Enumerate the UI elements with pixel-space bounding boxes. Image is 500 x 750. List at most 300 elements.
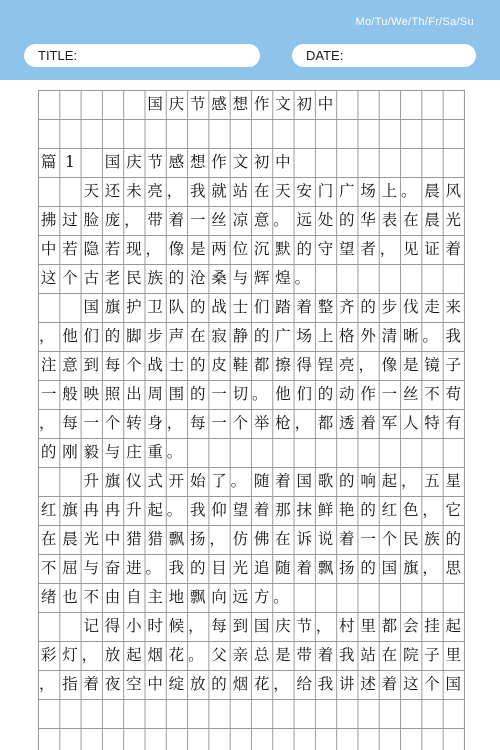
grid-cell: 皮 [211,356,227,374]
grid-cell: 国 [147,95,163,113]
grid-cell: 起 [126,646,142,664]
grid-cell [81,90,102,119]
grid-cell: 的 [360,501,376,519]
grid-cell: 。 [166,501,183,519]
grid-cell: 会 [402,617,419,635]
grid-cell: 节 [189,95,206,113]
grid-cell: ， [124,211,140,229]
grid-cell: ， [81,646,98,664]
grid-cell: 安 [296,182,312,200]
grid-cell: 始 [189,472,206,490]
grid-cell: ， [379,240,396,258]
grid-cell: 色 [402,501,419,519]
grid-cell: ， [315,617,332,635]
grid-cell: 到 [83,356,99,374]
grid-cell: 毅 [83,443,99,461]
grid-cell: 着 [168,211,185,229]
grid-cell: 光 [445,211,462,229]
grid-cell: 仿 [232,530,249,548]
grid-cell: 未 [126,182,142,200]
essay-line [38,235,464,264]
grid-cell: 绽 [168,675,185,693]
grid-cell: 隐 [83,240,99,258]
grid-cell: 猎 [126,530,142,548]
grid-cell: 国 [445,675,462,693]
grid-cell: 在 [253,182,270,200]
essay-line [38,264,464,293]
grid-cell: 烟 [147,646,163,664]
grid-cell: ， [166,414,183,432]
grid-cell: 猎 [147,530,163,548]
essay-line [38,438,464,467]
grid-cell: 。 [294,269,311,287]
grid-cell: 意 [253,211,270,229]
grid-cell: 不 [83,588,99,606]
grid-cell: 我 [317,675,334,693]
grid-cell: 给 [296,675,312,693]
grid-cell: 我 [168,559,185,577]
grid-cell: 个 [232,414,249,432]
grid-cell: 光 [232,559,249,577]
grid-cell: 都 [253,356,270,374]
grid-cell: 记 [83,617,99,635]
grid-cell: 。 [401,182,417,200]
grid-cell: 着 [253,501,270,519]
grid-cell: 族 [147,269,163,287]
grid-cell: ， [209,530,225,548]
grid-cell: 父 [211,646,227,664]
grid-cell: 亮 [147,182,163,200]
grid-cell: 们 [296,385,312,403]
grid-cell [102,90,123,119]
grid-cell: 丝 [402,385,419,403]
grid-cell: 他 [62,327,78,345]
grid-cell: ， [166,182,183,200]
grid-cell: 起 [381,472,398,490]
grid-cell: 里 [360,617,376,635]
grid-cell: 由 [104,588,121,606]
grid-cell: 想 [189,153,206,171]
grid-cell: 的 [339,472,355,490]
grid-cell: 仰 [211,501,227,519]
grid-cell: 一 [189,211,206,229]
grid-cell: 灯 [62,646,78,664]
grid-cell: 文 [232,153,249,171]
grid-cell: 奋 [104,559,121,577]
grid-cell: 冉 [83,501,99,519]
grid-cell: 我 [189,182,206,200]
grid-cell: 放 [104,646,121,664]
essay-line [38,612,464,641]
grid-cell: 镜 [424,356,440,374]
grid-cell: 到 [232,617,249,635]
grid-cell: 冉 [104,501,121,519]
grid-cell: 旗 [62,501,78,519]
grid-cell: ， [401,472,417,490]
grid-cell: 红 [40,501,57,519]
grid-cell: 的 [168,269,185,287]
grid-cell: 士 [168,356,185,374]
grid-cell: 起 [445,617,462,635]
grid-cell: 庄 [126,443,142,461]
grid-cell: 节 [147,153,163,171]
grid-cell: 自 [126,588,142,606]
grid-cell: 站 [360,646,376,664]
grid-cell: 感 [211,95,227,113]
grid-cell: 远 [296,211,312,229]
grid-cell: 子 [424,646,440,664]
grid-cell: 现 [126,240,142,258]
grid-cell: 不 [40,559,57,577]
grid-cell: 院 [402,646,419,664]
grid-cell: 在 [275,530,291,548]
grid-cell: 一 [83,414,99,432]
grid-cell: ， [422,501,438,519]
grid-cell: 动 [339,385,355,403]
grid-cell: 广 [339,182,355,200]
grid-cell: 有 [445,414,462,432]
grid-cell: 的 [317,385,334,403]
grid-cell: 风 [445,182,462,200]
grid-cell: 沧 [189,269,206,287]
grid-cell: 古 [83,269,99,287]
grid-cell: 周 [147,385,163,403]
grid-cell: 目 [211,559,227,577]
grid-cell: 的 [296,240,312,258]
grid-cell: 踏 [275,298,291,316]
grid-cell: 想 [232,95,249,113]
grid-cell: 都 [381,617,398,635]
grid-cell: 村 [339,617,355,635]
essay-line [38,351,464,380]
grid-cell: 士 [232,298,249,316]
grid-cell: 着 [445,240,462,258]
grid-cell [81,148,102,177]
grid-cell: 进 [126,559,142,577]
grid-cell: 桑 [211,269,227,287]
grid-cell: 。 [422,327,438,345]
grid-cell: 着 [317,646,334,664]
grid-cell: 处 [317,211,334,229]
grid-cell: 格 [339,327,355,345]
grid-cell: 与 [104,443,121,461]
grid-cell: 光 [83,530,99,548]
grid-cell: 开 [168,472,185,490]
grid-cell: 那 [275,501,291,519]
grid-cell: 们 [83,327,99,345]
grid-cell: 过 [62,211,78,229]
grid-cell: 一 [211,385,227,403]
grid-cell: 的 [211,675,227,693]
grid-cell: 国 [104,153,121,171]
grid-cell: 着 [381,675,398,693]
grid-cell: 庞 [104,211,121,229]
grid-cell: 辉 [253,269,270,287]
grid-cell: 像 [168,240,185,258]
grid-cell: 晨 [424,182,440,200]
grid-cell: ， [145,240,161,258]
grid-cell: 子 [445,356,462,374]
grid-cell: 篇 [40,153,57,171]
grid-cell: 国 [296,472,312,490]
grid-cell: 是 [275,646,291,664]
grid-cell: 枪 [275,414,291,432]
grid-cell: 映 [83,385,99,403]
grid-cell: 围 [168,385,185,403]
grid-cell: 时 [147,617,163,635]
grid-cell: 步 [147,327,163,345]
grid-cell: 锃 [317,356,334,374]
grid-cell: 照 [104,385,121,403]
grid-cell: 位 [232,240,249,258]
grid-cell: 里 [445,646,462,664]
grid-cell: 歌 [317,472,334,490]
grid-cell: 思 [445,559,462,577]
grid-cell: 般 [62,385,78,403]
grid-cell: 了 [211,472,227,490]
grid-cell: 天 [83,182,99,200]
grid-cell: 上 [317,327,334,345]
grid-cell: 的 [189,356,206,374]
grid-cell: 飘 [317,559,334,577]
grid-cell: 在 [381,646,398,664]
grid-cell [38,90,59,119]
grid-cell: 地 [168,588,185,606]
grid-cell: 寂 [211,327,227,345]
grid-cell: 得 [104,617,121,635]
grid-cell: ， [273,675,289,693]
grid-cell: 的 [40,443,57,461]
grid-cell [59,467,80,496]
grid-cell: 主 [147,588,163,606]
weekday-selector[interactable]: Mo/Tu/We/Th/Fr/Sa/Su [355,16,474,28]
grid-cell: 感 [168,153,185,171]
grid-cell: 着 [339,530,355,548]
grid-cell: 默 [275,240,291,258]
grid-cell: 。 [166,443,183,461]
title-field[interactable]: TITLE: [24,44,260,67]
essay-line [38,670,464,699]
grid-cell [38,612,59,641]
essay-line [38,119,464,148]
grid-cell: 扬 [339,559,355,577]
grid-cell: 特 [424,414,440,432]
grid-cell: 战 [147,356,163,374]
grid-cell: 这 [402,675,419,693]
grid-cell [38,467,59,496]
essay-line [38,467,464,496]
grid-cell: ， [188,617,204,635]
grid-cell: 。 [145,559,161,577]
grid-cell: 作 [253,95,270,113]
grid-cell: 指 [62,675,78,693]
grid-cell: 1 [65,153,75,171]
grid-cell: 每 [104,356,121,374]
grid-cell: 出 [126,385,142,403]
grid-cell: 鲜 [317,501,334,519]
grid-cell: 守 [317,240,334,258]
grid-cell: 还 [104,182,121,200]
grid-cell: 花 [168,646,185,664]
grid-cell: 站 [232,182,249,200]
grid-cell: 中 [40,240,57,258]
grid-cell: 国 [381,559,398,577]
grid-cell: 屈 [62,559,78,577]
grid-cell: ， [422,559,438,577]
grid-cell: 庆 [126,153,142,171]
grid-cell: 总 [253,646,270,664]
grid-cell: 拂 [40,211,57,229]
grid-cell: 绪 [40,588,57,606]
grid-cell: 上 [381,182,398,200]
grid-cell: 五 [424,472,440,490]
grid-cell: 民 [126,269,142,287]
grid-cell: 中 [275,153,291,171]
grid-cell: 的 [339,211,355,229]
grid-cell: 卫 [147,298,163,316]
grid-cell: 一 [381,385,398,403]
grid-cell: 声 [168,327,185,345]
grid-cell: 艳 [339,501,355,519]
grid-cell: 烟 [232,675,249,693]
grid-cell: 整 [317,298,334,316]
grid-cell: 擦 [275,356,291,374]
grid-cell: 个 [62,269,78,287]
grid-cell: 着 [360,414,376,432]
grid-cell: 的 [445,530,462,548]
grid-cell: 表 [381,211,398,229]
grid-cell: 两 [211,240,227,258]
grid-cell: 向 [211,588,227,606]
grid-cell: 人 [402,414,419,432]
grid-cell: 个 [104,414,121,432]
grid-cell: 脚 [126,327,142,345]
grid-cell: 步 [381,298,398,316]
grid-cell [38,293,59,322]
grid-cell: 升 [83,472,99,490]
grid-cell: 民 [402,530,419,548]
grid-cell: 沉 [253,240,270,258]
essay-line [38,583,464,612]
grid-cell: 天 [275,182,291,200]
grid-cell: 族 [424,530,440,548]
essay-line [38,554,464,583]
grid-cell: 。 [251,385,268,403]
grid-cell: 挂 [424,617,440,635]
grid-cell: 随 [253,472,270,490]
grid-cell: 带 [296,646,312,664]
grid-cell [59,90,80,119]
grid-cell: 国 [83,298,99,316]
grid-cell: 军 [381,414,398,432]
grid-cell: 老 [104,269,121,287]
grid-cell: 文 [275,95,291,113]
grid-cell: 护 [126,298,142,316]
grid-cell: 个 [381,530,398,548]
essay-line [38,380,464,409]
grid-cell: 旗 [402,559,419,577]
grid-cell: 一 [211,414,227,432]
essay-line [38,90,464,119]
grid-cell: ， [294,414,311,432]
grid-cell: 方 [253,588,270,606]
grid-cell: 像 [381,356,398,374]
grid-cell: 见 [402,240,419,258]
grid-cell: 清 [381,327,398,345]
grid-cell: 他 [275,385,291,403]
grid-cell: 抹 [296,501,312,519]
grid-cell: 的 [189,298,206,316]
essay-line [38,496,464,525]
grid-cell: 切 [232,385,249,403]
grid-cell: 队 [168,298,185,316]
grid-cell: 晨 [424,211,440,229]
grid-cell: 。 [273,588,289,606]
grid-cell: 注 [40,356,57,374]
grid-cell: 伐 [402,298,419,316]
grid-cell: 飘 [189,588,206,606]
grid-cell: ， [358,356,374,374]
essay-line [38,148,464,177]
grid-cell [59,612,80,641]
grid-cell: 我 [339,646,355,664]
grid-cell [38,177,59,206]
essay-line [38,409,464,438]
grid-cell: 彩 [40,646,57,664]
grid-cell: 在 [189,327,206,345]
grid-cell: 一 [360,530,376,548]
grid-cell: 旗 [104,472,121,490]
grid-cell: 转 [126,414,142,432]
grid-cell: 节 [296,617,312,635]
grid-cell: 齐 [339,298,355,316]
grid-cell: 若 [62,240,78,258]
essay-line [38,177,464,206]
grid-cell: 们 [253,298,270,316]
grid-cell: 身 [147,414,163,432]
grid-cell: 凉 [232,211,249,229]
essay-body [38,90,464,699]
grid-cell: 候 [168,617,185,635]
grid-cell: 作 [211,153,227,171]
grid-cell: ， [39,414,55,432]
grid-cell: 着 [296,298,312,316]
grid-cell: 若 [104,240,121,258]
essay-line [38,322,464,351]
grid-cell: 丝 [211,211,227,229]
grid-cell: 红 [381,501,398,519]
grid-cell: 式 [147,472,163,490]
grid-cell: 的 [253,327,270,345]
grid-cell: 鞋 [232,356,249,374]
grid-cell: 重 [147,443,163,461]
grid-cell: 的 [360,298,376,316]
essay-line [38,525,464,554]
grid-cell: 静 [232,327,249,345]
grid-cell: 述 [360,675,376,693]
grid-cell: 初 [253,153,270,171]
grid-cell: 者 [360,240,376,258]
date-field[interactable]: DATE: [292,44,476,67]
grid-cell: 庆 [275,617,291,635]
grid-cell: 升 [126,501,142,519]
grid-cell: 着 [296,559,312,577]
grid-cell: 透 [339,414,355,432]
header-banner [0,0,500,80]
grid-cell: 追 [253,559,270,577]
grid-cell: 。 [273,211,289,229]
grid-cell: 是 [189,240,206,258]
